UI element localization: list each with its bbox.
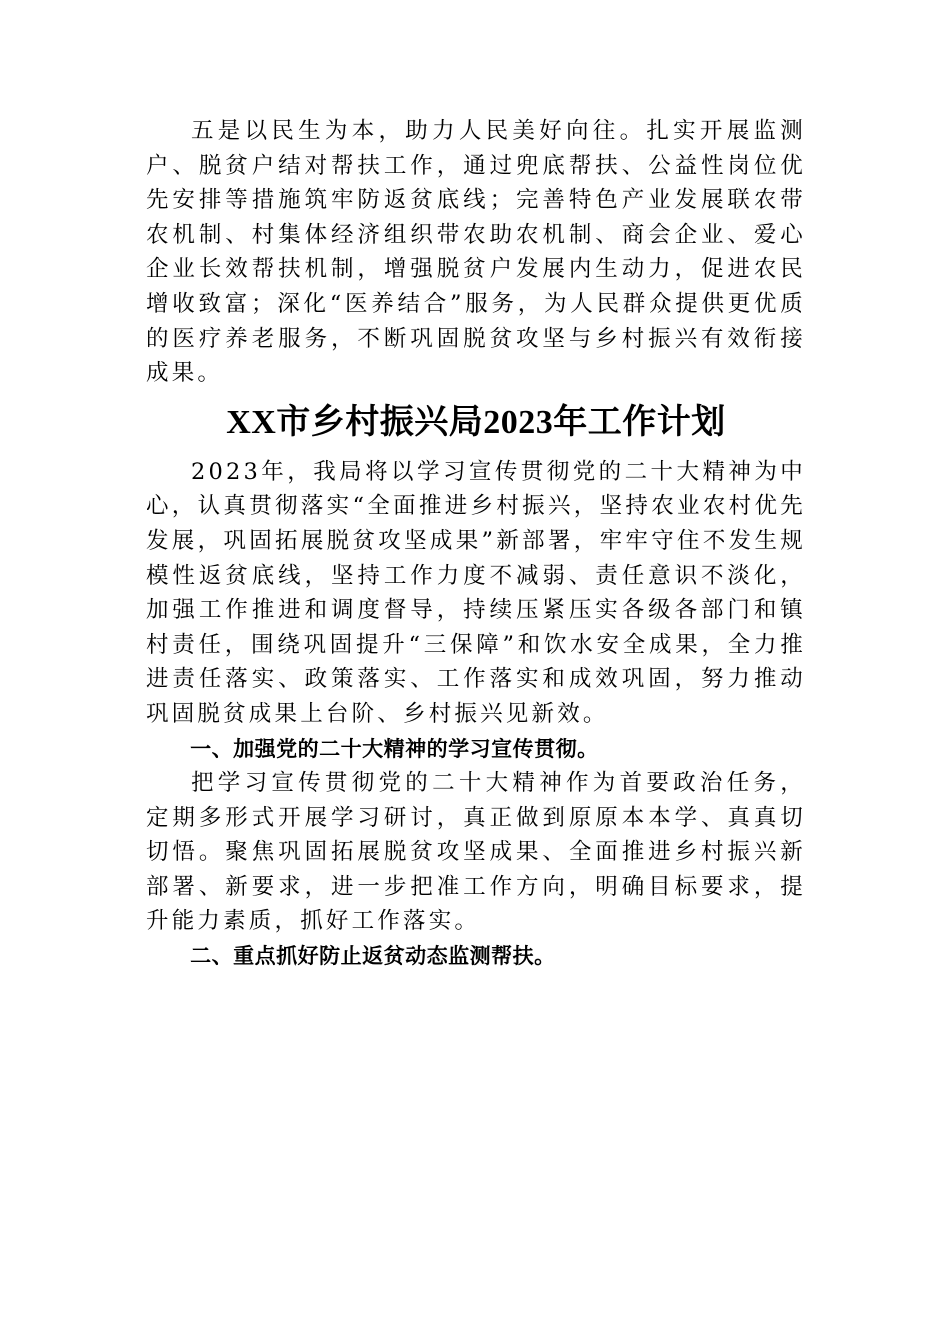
overview-paragraph: 2023年，我局将以学习宣传贯彻党的二十大精神为中心，认真贯彻落实“全面推进乡村振兴，坚持农业农村优先发展，巩固拓展脱贫攻坚成果”新部署，牢牢守住不发生规模性返贫底线，坚持工作力度不减弱、责任意识不淡化，加强工作推进和调度督导，持续压紧压实各级各部门和镇村责任，围绕巩固提升“三保障”和饮水安全成果，全力推进责任落实、政策落实、工作落实和成效巩固，努力推动巩固脱贫成果上台阶、乡村振兴见新效。 <box>146 458 806 727</box>
page-title: XX市乡村振兴局2023年工作计划 <box>226 403 726 441</box>
document-page <box>146 114 806 974</box>
section-heading-1: 一、加强党的二十大精神的学习宣传贯彻。 <box>190 736 599 761</box>
intro-paragraph: 五是以民生为本，助力人民美好向往。扎实开展监测户、脱贫户结对帮扶工作，通过兜底帮扶、公益性岗位优先安排等措施筑牢防返贫底线；完善特色产业发展联农带农机制、村集体经济组织带农助农机制、商会企业、爱心企业长效帮扶机制，增强脱贫户发展内生动力，促进农民增收致富；深化“医养结合”服务，为人民群众提供更优质的医疗养老服务，不断巩固脱贫攻坚与乡村振兴有效衔接成果。 <box>146 118 806 387</box>
section-heading-2: 二、重点抓好防止返贫动态监测帮扶。 <box>190 944 556 969</box>
section-paragraph-1: 把学习宣传贯彻党的二十大精神作为首要政治任务，定期多形式开展学习研讨，真正做到原原本本学、真真切切悟。聚焦巩固拓展脱贫攻坚成果、全面推进乡村振兴新部署、新要求，进一步把准工作方向，明确目标要求，提升能力素质，抓好工作落实。 <box>146 770 806 935</box>
